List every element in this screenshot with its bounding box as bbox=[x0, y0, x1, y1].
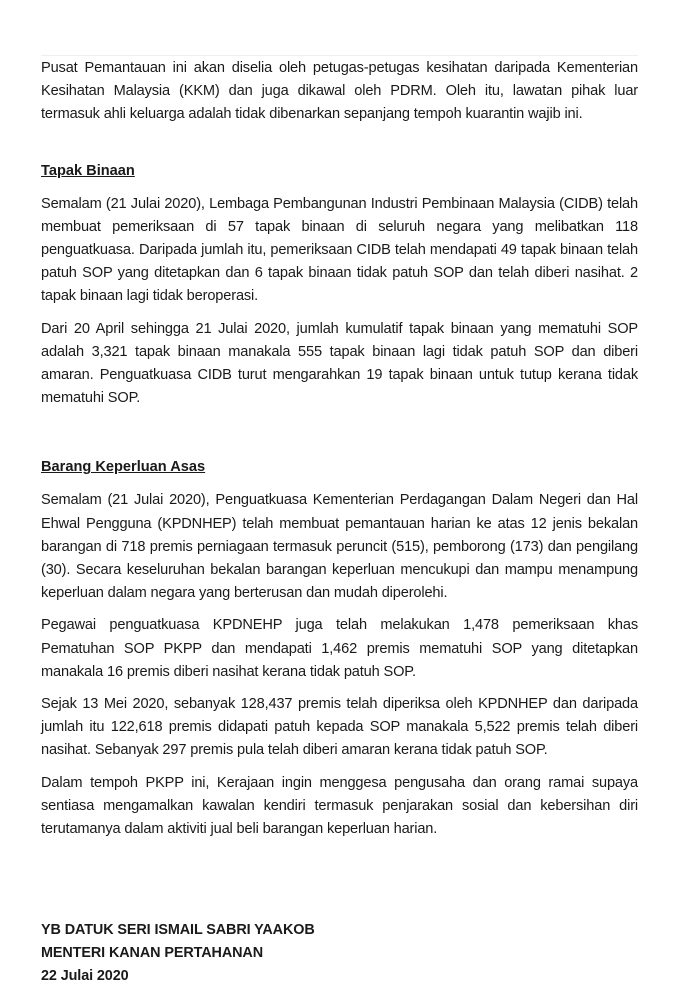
signatory-title: MENTERI KANAN PERTAHANAN bbox=[41, 945, 263, 962]
paragraph: Semalam (21 Julai 2020), Lembaga Pembangunan Industri Pembinaan Malaysia (CIDB) telah membuat pemeriksaan di 57 tapak binaan di seluruh negara yang melibatkan 118 penguatkuasa. Daripada jumlah itu, pemeriksaan CIDB telah mendapati 49 tapak binaan telah patuh SOP yang ditetapkan dan 6 tapak binaan tidak patuh SOP dan telah diberi nasihat. 2 tapak binaan lagi tidak beroperasi. bbox=[41, 195, 638, 305]
section-heading: Barang Keperluan Asas bbox=[41, 459, 206, 476]
paragraph: Semalam (21 Julai 2020), Penguatkuasa Kementerian Perdagangan Dalam Negeri dan Hal Ehwal Pengguna (KPDNHEP) telah membuat pemantauan harian ke atas 12 jenis bekalan barangan di 718 premis perniagaan termasuk peruncit (515), pemborong (173) dan pengilang (30). Secara keseluruhan bekalan barangan keperluan mencukupi dan mampu menampung keperluan dalam negara yang berterusan dan mudah diperolehi. bbox=[41, 492, 638, 602]
paragraph: Dari 20 April sehingga 21 Julai 2020, jumlah kumulatif tapak binaan yang mematuhi SOP adalah 3,321 tapak binaan manakala 555 tapak binaan lagi tidak patuh SOP dan diberi amaran. Penguatkuasa CIDB turut mengarahkan 19 tapak binaan untuk tutup kerana tidak mematuhi SOP. bbox=[41, 320, 638, 407]
signatory-name: YB DATUK SERI ISMAIL SABRI YAAKOB bbox=[41, 922, 315, 939]
signature-block bbox=[41, 919, 638, 988]
section-tapak-binaan bbox=[41, 160, 638, 411]
section-heading: Tapak Binaan bbox=[41, 162, 135, 179]
section-barang-keperluan-asas bbox=[41, 456, 638, 841]
document-page bbox=[41, 55, 638, 988]
paragraph: Dalam tempoh PKPP ini, Kerajaan ingin menggesa pengusaha dan orang ramai supaya sentiasa mengamalkan kawalan kendiri termasuk penjarakan sosial dan kebersihan diri terutamanya dalam aktiviti jual beli barangan keperluan harian. bbox=[41, 774, 638, 838]
signature-date: 22 Julai 2020 bbox=[41, 968, 129, 985]
top-divider bbox=[41, 55, 638, 56]
intro-paragraph: Pusat Pemantauan ini akan diselia oleh petugas-petugas kesihatan daripada Kementerian Kesihatan Malaysia (KKM) dan juga dikawal oleh PDRM. Oleh itu, lawatan pihak luar termasuk ahli keluarga adalah tidak dibenarkan sepanjang tempoh kuarantin wajib ini. bbox=[41, 60, 638, 123]
paragraph: Sejak 13 Mei 2020, sebanyak 128,437 premis telah diperiksa oleh KPDNHEP dan daripada jumlah itu 122,618 premis didapati patuh kepada SOP manakala 5,522 premis telah diberi nasihat. Sebanyak 297 premis pula telah diberi amaran kerana tidak patuh SOP. bbox=[41, 696, 638, 759]
paragraph: Pegawai penguatkuasa KPDNEHP juga telah melakukan 1,478 pemeriksaan khas Pematuhan SOP PKPP dan mendapati 1,462 premis mematuhi SOP yang ditetapkan manakala 16 premis diberi nasihat kerana tidak patuh SOP. bbox=[41, 617, 638, 680]
